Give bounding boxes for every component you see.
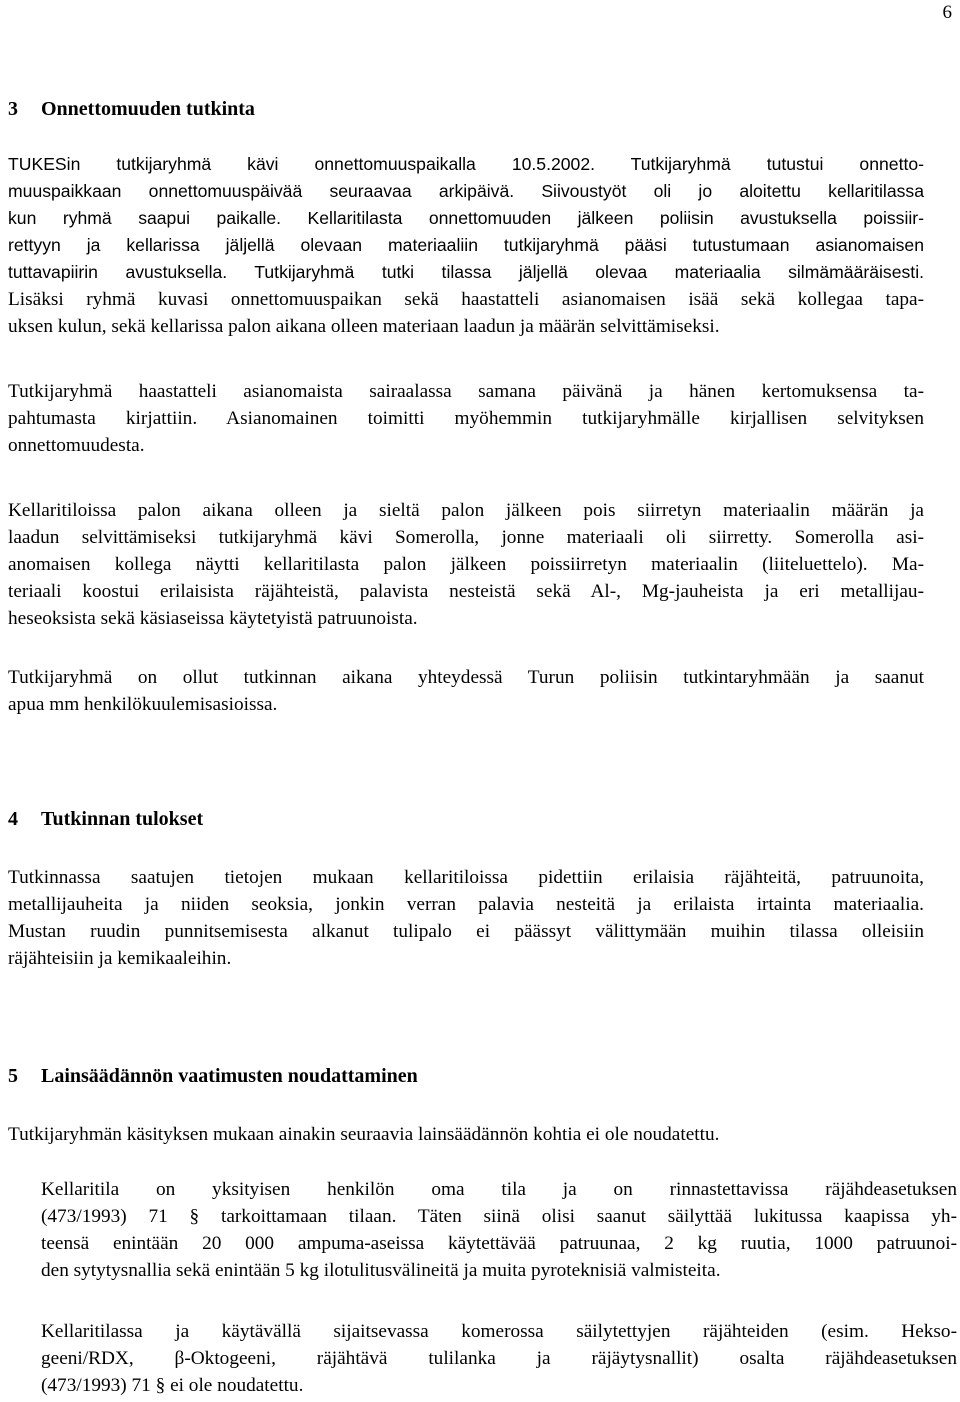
section-3-paragraph-4 xyxy=(8,664,924,718)
text-line: laadun selvittämiseksi tutkijaryhmä kävi Somerolla, jonne materiaali oli siirretty. Somerolla asi- xyxy=(8,527,924,548)
text-line: heseoksista sekä käsiaseissa käytetyistä patruunoista. xyxy=(8,608,418,629)
section-number: 3 xyxy=(8,98,18,120)
text-line: Kellaritila on yksityisen henkilön oma tila ja on rinnastettavissa räjähdeasetuksen xyxy=(41,1179,957,1200)
text-line: muuspaikkaan onnettomuuspäivää seuraavaa arkipäivä. Siivoustyöt oli jo aloitettu kellaritilassa xyxy=(8,181,924,201)
text-line: räjähteisiin ja kemikaaleihin. xyxy=(8,948,232,969)
section-number: 4 xyxy=(8,808,18,830)
text-line: den sytytysnallia sekä enintään 5 kg ilotulitusvälineitä ja muita pyroteknisiä valmisteita. xyxy=(41,1260,721,1281)
text-line: TUKESin tutkijaryhmä kävi onnettomuuspaikalla 10.5.2002. Tutkijaryhmä tutustui onnetto- xyxy=(8,154,924,174)
text-line: onnettomuudesta. xyxy=(8,435,145,456)
text-line: teensä enintään 20 000 ampuma-aseissa käytettävää patruunaa, 2 kg ruutia, 1000 patruunoi- xyxy=(41,1233,957,1254)
section-3-paragraph-3 xyxy=(8,497,924,632)
text-line: tuttavapiirin avustuksella. Tutkijaryhmä tutki tilassa jäljellä olevaa materiaalia silmämääräisesti. xyxy=(8,262,924,282)
section-5-item-1 xyxy=(41,1176,957,1284)
section-3-heading xyxy=(8,96,255,123)
text-line: rettyyn ja kellarissa jäljellä olevaan materiaaliin tutkijaryhmä pääsi tutustumaan asianomaisen xyxy=(8,235,924,255)
text-line: Kellaritiloissa palon aikana olleen ja sieltä palon jälkeen pois siirretyn materiaalin määrän ja xyxy=(8,500,924,521)
section-5-intro xyxy=(8,1121,719,1148)
section-3-paragraph-1 xyxy=(8,151,924,340)
text-line: (473/1993) 71 § tarkoittamaan tilaan. Täten siinä olisi saanut säilyttää lukitussa kaapissa yh- xyxy=(41,1206,957,1227)
text-line: metallijauheita ja niiden seoksia, jonkin verran palavia nesteitä ja erilaista irtainta materiaalia. xyxy=(8,894,924,915)
text-line: Kellaritilassa ja käytävällä sijaitsevassa komerossa säilytettyjen räjähteiden (esim. Hekso- xyxy=(41,1321,957,1342)
section-5-heading xyxy=(8,1063,418,1090)
section-4-paragraph-1 xyxy=(8,864,924,972)
section-3-paragraph-2 xyxy=(8,378,924,459)
section-title: Onnettomuuden tutkinta xyxy=(41,98,255,120)
text-line: uksen kulun, sekä kellarissa palon aikana olleen materiaan laadun ja määrän selvittämiseksi. xyxy=(8,316,720,337)
text-line: teriaali koostui erilaisista räjähteistä, palavista nesteistä sekä Al-, Mg-jauheista ja eri metallijau- xyxy=(8,581,924,602)
text-line: apua mm henkilökuulemisasioissa. xyxy=(8,694,278,715)
text-line: Lisäksi ryhmä kuvasi onnettomuuspaikan sekä haastatteli asianomaisen isää sekä kollegaa tapa- xyxy=(8,289,924,310)
text-line: pahtumasta kirjattiin. Asianomainen toimitti myöhemmin tutkijaryhmälle kirjallisen selvityksen xyxy=(8,408,924,429)
text-line: Mustan ruudin punnitsemisesta alkanut tulipalo ei päässyt välittymään muihin tilassa olleisiin xyxy=(8,921,924,942)
text-line: Tutkijaryhmä haastatteli asianomaista sairaalassa samana päivänä ja hänen kertomuksensa ta- xyxy=(8,381,924,402)
section-4-heading xyxy=(8,806,203,833)
section-title: Tutkinnan tulokset xyxy=(41,808,204,830)
text-line: geeni/RDX, β-Oktogeeni, räjähtävä tulilanka ja räjäytysnallit) osalta räjähdeasetuksen xyxy=(41,1348,957,1369)
text-line: kun ryhmä saapui paikalle. Kellaritilasta onnettomuuden jälkeen poliisin avustuksella poissiir- xyxy=(8,208,924,228)
text-line: Tutkijaryhmä on ollut tutkinnan aikana yhteydessä Turun poliisin tutkintaryhmään ja saanut xyxy=(8,667,924,688)
text-line: Tutkinnassa saatujen tietojen mukaan kellaritiloissa pidettiin erilaisia räjähteitä, patruunoita, xyxy=(8,867,924,888)
section-5-item-2 xyxy=(41,1318,957,1399)
section-number: 5 xyxy=(8,1065,18,1087)
text-line: (473/1993) 71 § ei ole noudatettu. xyxy=(41,1375,304,1396)
section-title: Lainsäädännön vaatimusten noudattaminen xyxy=(41,1065,418,1087)
text-line: anomaisen kollega näytti kellaritilasta palon jälkeen poissiirretyn materiaalin (liiteluettelo). Ma- xyxy=(8,554,924,575)
page-number: 6 xyxy=(942,2,952,23)
text-line: Tutkijaryhmän käsityksen mukaan ainakin seuraavia lainsäädännön kohtia ei ole noudatettu. xyxy=(8,1124,720,1145)
